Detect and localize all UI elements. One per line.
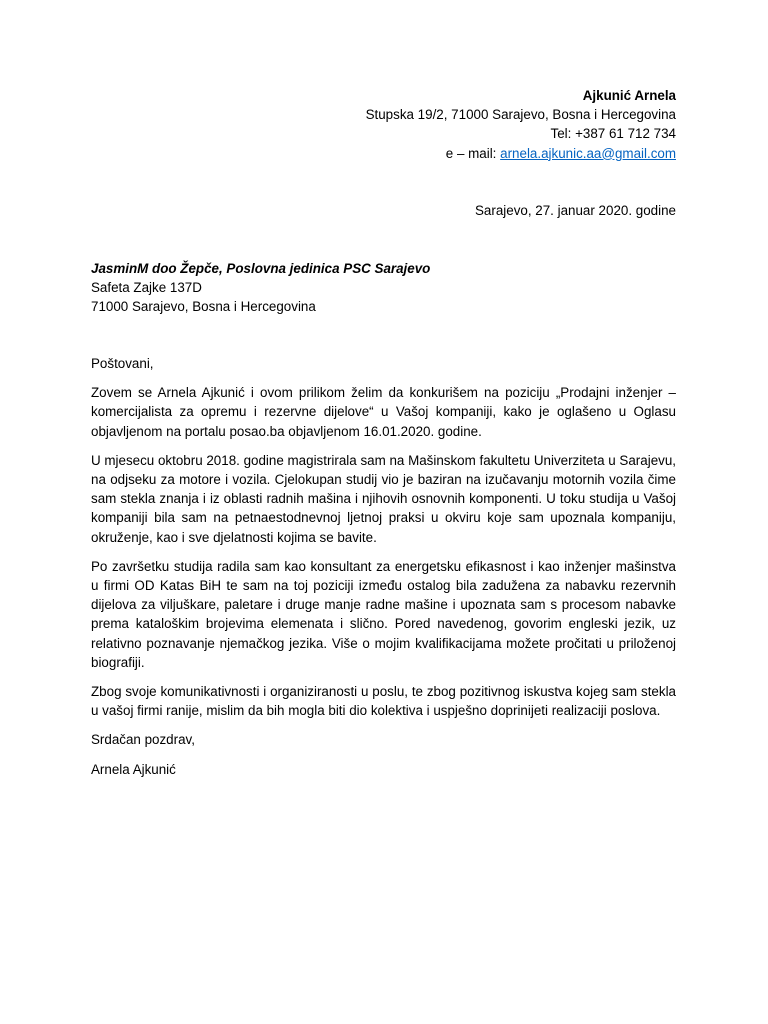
sender-name: Ajkunić Arnela: [582, 88, 676, 103]
letter-paragraph: Zbog svoje komunikativnosti i organiziranosti u poslu, te zbog pozitivnog iskustva kojeg sam stekla u vašoj firmi ranije, mislim da bih mogla biti dio kolektiva i uspješno doprinijeti realizaciji poslova.: [91, 684, 676, 719]
letter-greeting: Poštovani,: [91, 356, 154, 371]
recipient-street: Safeta Zajke 137D: [91, 280, 202, 296]
recipient-block: [91, 259, 430, 317]
recipient-city: 71000 Sarajevo, Bosna i Hercegovina: [91, 299, 316, 315]
letter-date: Sarajevo, 27. januar 2020. godine: [474, 203, 676, 218]
letter-paragraph: Po završetku studija radila sam kao konsultant za energetsku efikasnost i kao inženjer mašinstva u firmi OD Katas BiH te sam na toj poziciji između ostalog bila zadužena za nabavku rezervnih dijelova za viljuškare, paletare i druge manje radne mašine i upoznata sam s procesom nabavke prema kataloškim brojevima elemenata i slično. Pored navedenog, govorim engleski jezik, uz relativno poznavanje njemačkog jezika. Više o mojim kvalifikacijama možete pročitati u priloženoj biografiji.: [91, 558, 676, 670]
sender-address: Stupska 19/2, 71000 Sarajevo, Bosna i Hercegovina: [365, 107, 676, 123]
letter-paragraph: Zovem se Arnela Ajkunić i ovom prilikom želim da konkurišem na poziciju „Prodajni inženjer – komercijalista za opremu i rezervne dijelove“ u Vašoj kompaniji, kako je oglašeno u Oglasu objavljenom na portalu posao.ba objavljenom 16.01.2020. godine.: [91, 385, 676, 439]
letter-body: [91, 354, 676, 789]
sender-email-label: e – mail:: [445, 145, 497, 161]
letter-closing: Srdačan pozdrav,: [91, 732, 195, 748]
recipient-company: JasminM doo Žepče, Poslovna jedinica PSC Sarajevo: [91, 261, 431, 276]
sender-phone: Tel: +387 61 712 734: [550, 126, 676, 142]
letter-paragraph: U mjesecu oktobru 2018. godine magistrirala sam na Mašinskom fakultetu Univerziteta u Sarajevu, na odjseku za motore i vozila. Cjelokupan studij vio je baziran na izučavanju motornih vozila čime sam stekla znanja i iz oblasti radnih mašina i njihovih osnovnih komponenti. U toku studija u Vašoj kompaniji bila sam na petnaestodnevnoj ljetnoj praksi u okviru koje sam upoznala kompaniju, okruženje, kao i sve djelatnosti kojima se bavite.: [91, 452, 677, 545]
sender-block: [366, 86, 676, 163]
letter-signature: Arnela Ajkunić: [91, 761, 176, 777]
sender-email-link[interactable]: arnela.ajkunic.aa@gmail.com: [500, 145, 676, 161]
sender-email-line: [366, 144, 676, 163]
